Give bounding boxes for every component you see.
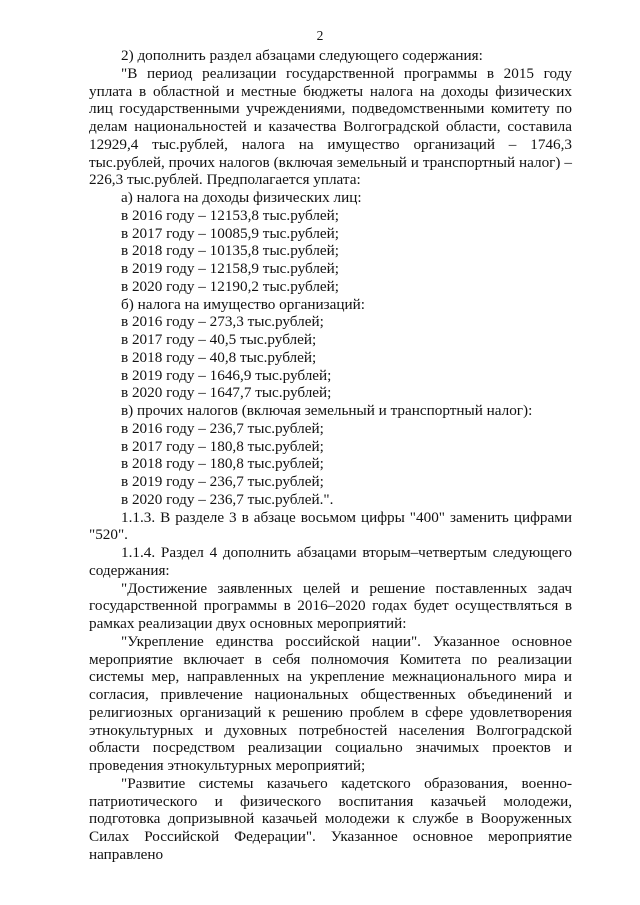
document-body [89,47,572,864]
list-item: в 2016 году – 236,7 тыс.рублей; [121,419,324,437]
tax-list-heading: а) налога на доходы физических лиц: [121,189,362,206]
section-4-amendment-paragraph: 1.1.4. Раздел 4 дополнить абзацами вторым–четвертым следующего содержания: [89,544,572,579]
list-item: в 2020 году – 1647,7 тыс.рублей; [121,384,332,402]
tax-list-income [89,189,572,296]
tax-list-heading: б) налога на имущество организаций: [121,295,365,313]
list-item: в 2017 году – 180,8 тыс.рублей; [121,437,324,455]
amendment-intro-paragraph: 2) дополнить раздел абзацами следующего содержания: [121,47,483,64]
tax-list-heading: в) прочих налогов (включая земельный и транспортный налог): [121,402,533,419]
tax-list-property [89,296,572,403]
list-item: в 2020 году – 236,7 тыс.рублей.". [121,490,334,508]
list-item: в 2020 году – 12190,2 тыс.рублей; [121,277,339,295]
tax-summary-paragraph: "В период реализации государственной программы в 2015 году уплата в областной и местные бюджеты налога на доходы физических лиц государственными учреждениями, подведомственными комитету по делам национальностей и казачества Волгоградской области, составила 12929,4 тыс.рублей, налога на имущество организаций – 1746,3 тыс.рублей, прочих налогов (включая земельный и транспортный налог) – 226,3 тыс.рублей. Предполагается уплата: [89,64,572,189]
list-item: в 2019 году – 12158,9 тыс.рублей; [121,260,339,277]
list-item: в 2018 году – 180,8 тыс.рублей; [121,455,324,473]
list-item: в 2019 году – 1646,9 тыс.рублей; [121,366,332,384]
list-item: в 2017 году – 40,5 тыс.рублей; [121,331,317,348]
list-item: в 2016 году – 12153,8 тыс.рублей; [121,206,339,224]
nation-unity-paragraph: "Укрепление единства российской нации". Указанное основное мероприятие включает в себя полномочия Комитета по реализации системы мер, направленных на укрепление межнационального мира и согласия, привлечение национальных общественных объединений и религиозных организаций к решению проблем в сфере удовлетворения этнокультурных и духовных потребностей населения Волгоградской области посредством реализации социально значимых проектов и проведения этнокультурных мероприятий; [89,632,572,774]
tax-list-other [89,402,572,509]
list-item: в 2019 году – 236,7 тыс.рублей; [121,473,324,490]
list-item: в 2017 году – 10085,9 тыс.рублей; [121,224,339,242]
list-item: в 2018 году – 10135,8 тыс.рублей; [121,242,339,260]
list-item: в 2018 году – 40,8 тыс.рублей; [121,348,317,366]
page-number: 2 [316,28,324,43]
section-3-amendment-paragraph: 1.1.3. В разделе 3 в абзаце восьмом цифры "400" заменить цифрами "520". [89,508,572,544]
list-item: в 2016 году – 273,3 тыс.рублей; [121,313,324,331]
cossack-education-paragraph: "Развитие системы казачьего кадетского образования, военно-патриотического и физического воспитания казачьей молодежи, подготовка допризывной казачьей молодежи к службе в Вооруженных Силах Российской Федерации". Указанное основное мероприятие направлено [89,774,572,863]
goals-paragraph: "Достижение заявленных целей и решение поставленных задач государственной программы в 2016–2020 годах будет осуществляться в рамках реализации двух основных мероприятий: [89,579,572,632]
